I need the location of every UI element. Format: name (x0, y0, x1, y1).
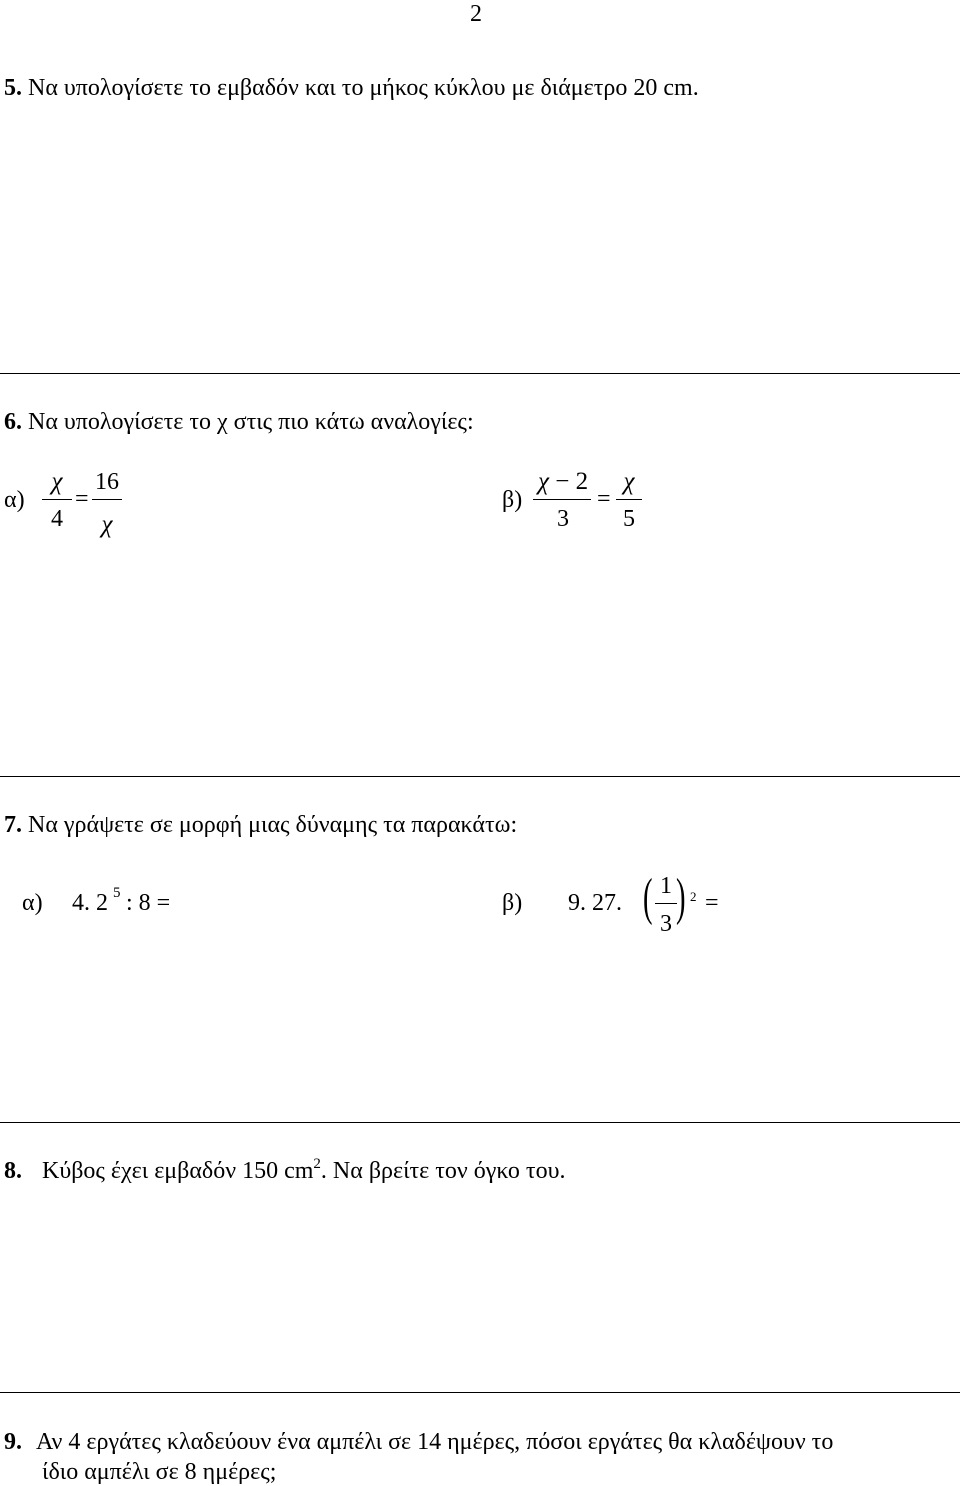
proportion-b-right-numerator: χ (623, 468, 635, 495)
power-a-label: α) (22, 890, 43, 916)
right-parenthesis-icon: ) (676, 869, 686, 926)
proportion-b-right-denominator: 5 (623, 506, 635, 532)
power-a-base: 4. 2 (72, 890, 108, 916)
power-b-fraction-denominator: 3 (660, 911, 672, 937)
divider-4 (0, 1392, 960, 1393)
power-b-exponent: 2 (690, 889, 697, 904)
question-7-text: Να γράψετε σε μορφή μιας δύναμης τα παρακάτω: (28, 812, 518, 838)
question-6 (4, 408, 474, 436)
question-8-text-after: . Να βρείτε τον όγκο του. (320, 1158, 566, 1184)
power-a-exponent: 5 (113, 885, 121, 901)
question-7 (4, 811, 517, 839)
proportion-b-left-numerator-variable: χ (538, 468, 549, 495)
question-9-number: 9. (4, 1429, 22, 1455)
question-9-text-line-1: Αν 4 εργάτες κλαδεύουν ένα αμπέλι σε 14 ημέρες, πόσοι εργάτες θα κλαδέψουν το (36, 1429, 834, 1455)
power-b-prefix: 9. 27. (568, 890, 622, 916)
divider-3 (0, 1122, 960, 1123)
proportion-a-right-denominator: χ (101, 511, 113, 538)
proportion-a-left-numerator: χ (51, 468, 63, 495)
proportion-b-left-denominator: 3 (557, 506, 569, 532)
proportion-a-label: α) (4, 487, 25, 513)
question-8-text-before: Κύβος έχει εμβαδόν 150 cm (42, 1158, 314, 1184)
proportion-b-equals: = (597, 486, 611, 512)
question-7-number: 7. (4, 812, 22, 838)
question-6-number: 6. (4, 409, 22, 435)
power-b-label: β) (502, 890, 523, 916)
question-9-line-1 (4, 1428, 833, 1456)
power-a-suffix: : 8 = (126, 890, 171, 916)
left-parenthesis-icon: ( (643, 869, 653, 926)
question-5-number: 5. (4, 75, 22, 101)
proportion-a-left-fraction-line (42, 499, 72, 500)
proportion-b-left-fraction-line (533, 499, 591, 500)
question-8-exponent: 2 (313, 1156, 321, 1172)
proportion-b-left-numerator (538, 467, 588, 497)
proportion-a-equals: = (75, 486, 89, 512)
proportion-b-right-fraction-line (616, 499, 642, 500)
question-8 (4, 1156, 565, 1185)
proportion-a-left-denominator: 4 (51, 506, 63, 532)
divider-2 (0, 776, 960, 777)
divider-1 (0, 373, 960, 374)
proportion-a-right-numerator: 16 (95, 469, 119, 495)
question-9-text-line-2: ίδιο αμπέλι σε 8 ημέρες; (42, 1459, 277, 1485)
power-b-fraction-line (655, 903, 677, 904)
question-5-text: Να υπολογίσετε το εμβαδόν και το μήκος κύκλου με διάμετρο 20 cm. (28, 75, 699, 101)
proportion-b-left-numerator-rest: − 2 (555, 468, 589, 495)
question-8-number: 8. (4, 1158, 22, 1184)
proportion-a-right-fraction-line (92, 499, 122, 500)
question-5 (4, 74, 699, 102)
proportion-b-label: β) (502, 487, 523, 513)
page-number: 2 (470, 1, 482, 27)
power-b-fraction-numerator: 1 (660, 873, 672, 899)
power-b-suffix: = (705, 890, 719, 916)
question-6-text: Να υπολογίσετε το χ στις πιο κάτω αναλογίες: (28, 409, 474, 435)
